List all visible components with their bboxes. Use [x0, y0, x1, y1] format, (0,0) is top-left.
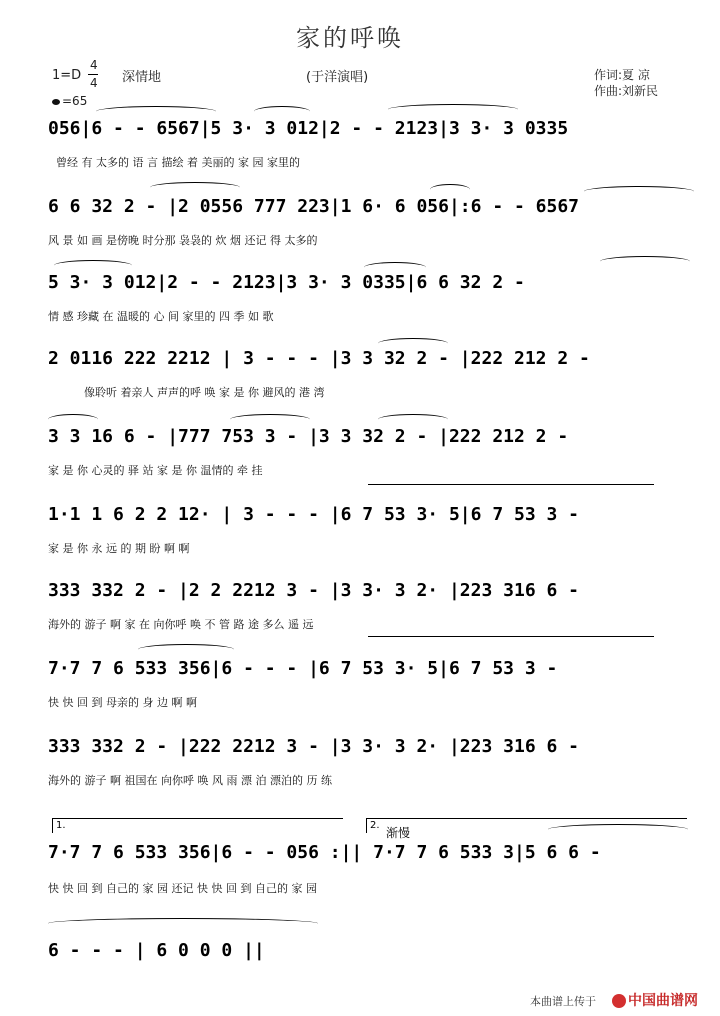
notation-row-6: 1·1 1 6 2 2 12· | 3 - - - |6 7 53 3· 5|6 7 53 3 -	[48, 504, 580, 525]
volta-bracket-1	[52, 818, 343, 833]
notation-row-3: 5 3· 3 012|2 - - 2123|3 3· 3 0335|6 6 32 2 -	[48, 272, 525, 293]
footer-caption: 本曲谱上传于	[530, 995, 596, 1008]
notation-row-4: 2 0116 222 2212 | 3 - - - |3 3 32 2 - |222 212 2 -	[48, 348, 590, 369]
slur-arc	[230, 414, 310, 425]
lyrics-row-4: 像聆听 着亲人 声声的呼 唤 家 是 你 避风的 港 湾	[84, 386, 325, 399]
slur-arc	[388, 104, 518, 115]
notation-row-7: 333 332 2 - |2 2 2212 3 - |3 3· 3 2· |223 316 6 -	[48, 580, 580, 601]
key-signature: 1=D	[52, 68, 82, 83]
slur-arc	[378, 338, 448, 349]
ritardando-mark: 渐慢	[386, 826, 411, 840]
slur-arc	[150, 182, 240, 193]
singer-credit: (于洋演唱)	[306, 70, 369, 85]
quarter-note-icon	[52, 99, 60, 105]
slur-arc	[378, 414, 448, 425]
notation-row-10: 7·7 7 6 533 356|6 - - 056 :|| 7·7 7 6 533 3|5 6 6 -	[48, 842, 601, 863]
tie-arc	[48, 918, 318, 929]
lyrics-row-8: 快 快 回 到 母亲的 身 边 啊 啊	[48, 696, 197, 709]
notation-row-9: 333 332 2 - |222 2212 3 - |3 3· 3 2· |223 316 6 -	[48, 736, 580, 757]
slur-arc	[96, 106, 216, 117]
lyrics-row-5: 家 是 你 心灵的 驿 站 家 是 你 温情的 牵 挂	[48, 464, 263, 477]
lyrics-row-2: 风 景 如 画 是傍晚 时分那 袅袅的 炊 烟 还记 得 太多的	[48, 234, 318, 247]
slur-arc	[600, 256, 690, 267]
slur-arc	[48, 414, 98, 425]
notation-row-2: 6 6 32 2 - |2 0556 777 223|1 6· 6 056|:6 - - 6567	[48, 196, 580, 217]
volta-label-2: 2.	[370, 820, 380, 831]
notation-row-11: 6 - - - | 6 0 0 0 ||	[48, 940, 265, 961]
lyrics-row-1: 曾经 有 太多的 语 言 描绘 着 美丽的 家 园 家里的	[56, 156, 300, 169]
tempo-marking	[52, 94, 87, 108]
slur-arc	[584, 186, 694, 197]
lyrics-row-7: 海外的 游子 啊 家 在 向你呼 唤 不 管 路 途 多么 遥 远	[48, 618, 314, 631]
slur-arc	[254, 106, 310, 117]
slur-arc	[364, 262, 426, 273]
score-title: 家的呼唤	[296, 24, 404, 52]
tempo-value: =65	[62, 94, 88, 108]
slur-arc	[54, 260, 132, 271]
lyrics-row-3: 情 感 珍藏 在 温暖的 心 间 家里的 四 季 如 歌	[48, 310, 274, 323]
site-logo-text: 中国曲谱网	[628, 993, 698, 1009]
lyrics-row-6: 家 是 你 永 远 的 期 盼 啊 啊	[48, 542, 190, 555]
phrase-line	[368, 636, 654, 637]
lyricist-credit: 作词:夏 凉	[594, 68, 650, 82]
logo-icon	[612, 994, 626, 1008]
time-signature-bar	[88, 74, 98, 75]
composer-credit: 作曲:刘新民	[594, 84, 659, 98]
notation-row-1: 056|6 - - 6567|5 3· 3 012|2 - - 2123|3 3· 3 0335	[48, 118, 569, 139]
lyrics-row-9: 海外的 游子 啊 祖国在 向你呼 唤 风 雨 漂 泊 漂泊的 历 练	[48, 774, 332, 787]
time-signature-top: 4	[90, 58, 98, 72]
notation-row-5: 3 3 16 6 - |777 753 3 - |3 3 32 2 - |222 212 2 -	[48, 426, 569, 447]
lyrics-row-10: 快 快 回 到 自己的 家 园 还记 快 快 回 到 自己的 家 园	[48, 882, 317, 895]
slur-arc	[548, 824, 688, 835]
slur-arc	[138, 644, 234, 655]
expression-mark: 深情地	[122, 70, 162, 85]
time-signature-bottom: 4	[90, 76, 98, 90]
site-logo[interactable]	[612, 990, 698, 1010]
volta-label-1: 1.	[56, 820, 66, 831]
phrase-line	[368, 484, 654, 485]
notation-row-8: 7·7 7 6 533 356|6 - - - |6 7 53 3· 5|6 7 53 3 -	[48, 658, 558, 679]
slur-arc	[430, 184, 470, 195]
